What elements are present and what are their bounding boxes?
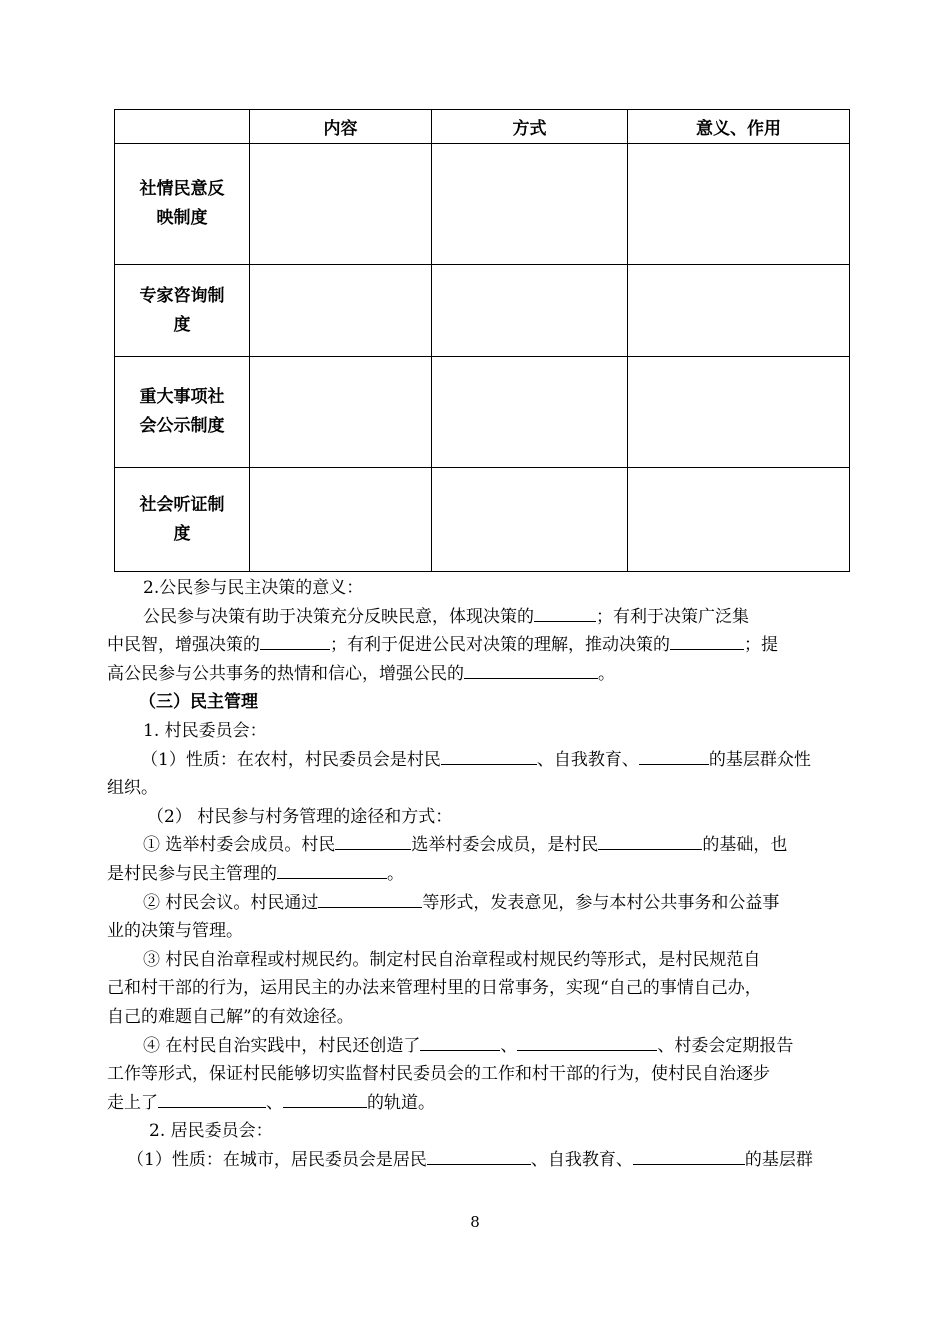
row-label: 社会听证制 度 [115, 468, 250, 572]
table-cell [628, 357, 850, 468]
section-heading-management: （三）民主管理 [139, 692, 258, 713]
paragraph-line: ④ 在村民自治实践中，村民还创造了 、 、村委会定期报告 [107, 1032, 851, 1061]
fill-blank[interactable] [158, 1089, 266, 1108]
table-row [115, 144, 850, 265]
institutions-table [114, 109, 850, 572]
subheading-residents-committee: 2. 居民委员会： [149, 1121, 273, 1142]
paragraph-line: 己和村干部的行为，运用民主的办法来管理村里的日常事务，实现“自己的事情自己办， [107, 978, 762, 999]
fill-blank[interactable] [670, 631, 744, 650]
table-cell [432, 144, 628, 265]
paragraph-line: 走上了 、 的轨道。 [107, 1089, 851, 1118]
paragraph-line: 工作等形式，保证村民能够切实监督村民委员会的工作和村干部的行为，使村民自治逐步 [107, 1064, 770, 1085]
fill-blank[interactable] [318, 889, 422, 908]
fill-blank[interactable] [534, 603, 596, 622]
header-significance: 意义、作用 [628, 110, 850, 144]
subheading-ways: （2） 村民参与村务管理的途径和方式： [147, 806, 453, 827]
fill-blank[interactable] [441, 746, 537, 765]
paragraph-line: 中民智，增强决策的 ；有利于促进公民对决策的理解，推动决策的 ；提 [107, 631, 851, 660]
paragraph-line: （1）性质：在城市，居民委员会是居民 、自我教育、 的基层群 [107, 1146, 851, 1175]
table-cell [432, 357, 628, 468]
paragraph-line: 公民参与决策有助于决策充分反映民意，体现决策的 ；有利于决策广泛集 [107, 603, 851, 632]
paragraph-line: 是村民参与民主管理的 。 [107, 860, 851, 889]
table-header-row [115, 110, 850, 144]
table-row [115, 265, 850, 357]
fill-blank[interactable] [420, 1032, 500, 1051]
table-cell [628, 468, 850, 572]
header-method: 方式 [432, 110, 628, 144]
paragraph-line: ② 村民会议。村民通过 等形式，发表意见，参与本村公共事务和公益事 [107, 889, 851, 918]
paragraph-line: 组织。 [107, 778, 158, 799]
paragraph-line: 高公民参与公共事务的热情和信心，增强公民的 。 [107, 660, 851, 689]
table-cell [432, 468, 628, 572]
table-cell [628, 265, 850, 357]
fill-blank[interactable] [598, 831, 702, 850]
page-number: 8 [470, 1213, 480, 1231]
paragraph-line: 业的决策与管理。 [107, 921, 243, 942]
fill-blank[interactable] [427, 1146, 531, 1165]
fill-blank[interactable] [277, 860, 387, 879]
fill-blank[interactable] [260, 631, 330, 650]
paragraph-line: ① 选举村委会成员。村民 选举村委会成员，是村民 的基础，也 [107, 831, 851, 860]
row-label: 重大事项社 会公示制度 [115, 357, 250, 468]
table-row [115, 357, 850, 468]
table-cell [432, 265, 628, 357]
fill-blank[interactable] [335, 831, 411, 850]
fill-blank[interactable] [464, 660, 598, 679]
fill-blank[interactable] [633, 1146, 745, 1165]
table-cell [250, 144, 432, 265]
header-content: 内容 [250, 110, 432, 144]
paragraph-line: （1）性质：在农村，村民委员会是村民 、自我教育、 的基层群众性 [107, 746, 851, 775]
table-cell [250, 265, 432, 357]
section-title-significance: 2.公民参与民主决策的意义： [143, 578, 364, 598]
table-cell [250, 468, 432, 572]
paragraph-line: 自己的难题自己解”的有效途径。 [107, 1006, 354, 1027]
table-cell [628, 144, 850, 265]
table-cell [250, 357, 432, 468]
row-label: 社情民意反 映制度 [115, 144, 250, 265]
body-text [107, 574, 851, 1174]
paragraph-line: ③ 村民自治章程或村规民约。制定村民自治章程或村规民约等形式，是村民规范自 [143, 949, 761, 970]
row-label: 专家咨询制 度 [115, 265, 250, 357]
header-corner-cell [115, 110, 250, 144]
subheading-village-committee: 1. 村民委员会： [143, 720, 267, 741]
fill-blank[interactable] [283, 1089, 367, 1108]
fill-blank[interactable] [517, 1032, 657, 1051]
table-row [115, 468, 850, 572]
fill-blank[interactable] [639, 746, 709, 765]
